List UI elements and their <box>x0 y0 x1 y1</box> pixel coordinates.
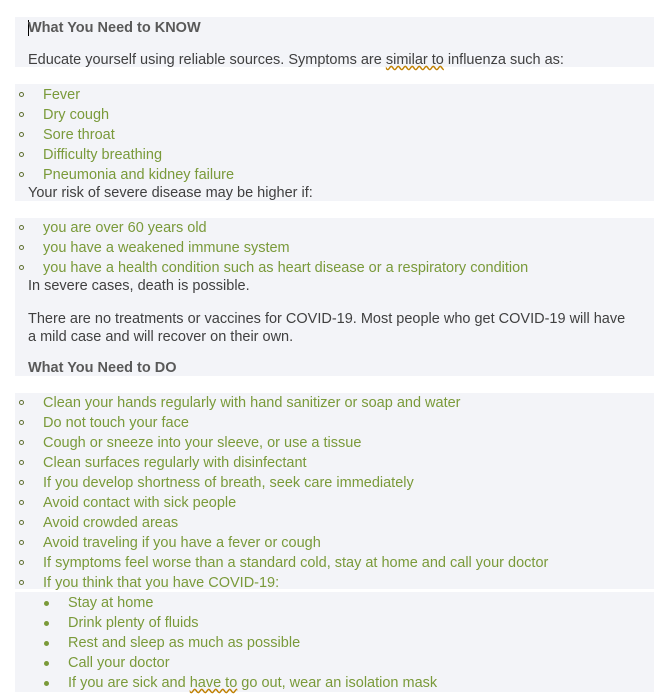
circle-bullet-icon <box>19 225 24 230</box>
intro-paragraph[interactable] <box>28 51 634 69</box>
last-step-text: If you are sick and <box>68 675 190 691</box>
risk-intro[interactable]: Your risk of severe disease may be higher if: <box>28 185 313 201</box>
treatment-paragraph[interactable]: There are no treatments or vaccines for COVID-19. Most people who get COVID-19 will have a mild case and will recover on their own. <box>28 311 626 345</box>
list-item[interactable]: you have a weakened immune system <box>0 238 654 258</box>
circle-bullet-icon <box>19 540 24 545</box>
heading-know[interactable]: What You Need to KNOW <box>28 20 201 36</box>
severe-cases-text[interactable]: In severe cases, death is possible. <box>28 278 250 294</box>
circle-bullet-icon <box>19 132 24 137</box>
list-item[interactable]: Dry cough <box>0 105 654 125</box>
disc-bullet-icon <box>44 641 49 646</box>
list-item[interactable]: Stay at home <box>0 593 654 613</box>
list-item[interactable]: Fever <box>0 85 654 105</box>
list-item[interactable]: Drink plenty of fluids <box>0 613 654 633</box>
intro-text-end: influenza such as: <box>443 52 564 68</box>
list-item[interactable]: Difficulty breathing <box>0 145 654 165</box>
spelling-flag[interactable]: similar to <box>385 52 444 68</box>
circle-bullet-icon <box>19 420 24 425</box>
circle-bullet-icon <box>19 152 24 157</box>
list-item[interactable]: If you develop shortness of breath, seek care immediately <box>0 473 654 493</box>
disc-bullet-icon <box>44 621 49 626</box>
list-item[interactable]: Avoid crowded areas <box>0 513 654 533</box>
list-item[interactable]: Cough or sneeze into your sleeve, or use a tissue <box>0 433 654 453</box>
disc-bullet-icon <box>44 661 49 666</box>
covid-steps-list <box>0 593 654 693</box>
list-item[interactable]: Do not touch your face <box>0 413 654 433</box>
list-item[interactable]: Clean surfaces regularly with disinfectant <box>0 453 654 473</box>
spelling-flag[interactable]: have to <box>189 675 238 691</box>
list-item[interactable]: Sore throat <box>0 125 654 145</box>
circle-bullet-icon <box>19 265 24 270</box>
disc-bullet-icon <box>44 681 49 686</box>
circle-bullet-icon <box>19 245 24 250</box>
list-item[interactable]: Rest and sleep as much as possible <box>0 633 654 653</box>
list-item[interactable]: Pneumonia and kidney failure <box>0 165 654 185</box>
circle-bullet-icon <box>19 480 24 485</box>
circle-bullet-icon <box>19 112 24 117</box>
list-item[interactable] <box>0 673 654 693</box>
list-item[interactable]: Call your doctor <box>0 653 654 673</box>
disc-bullet-icon <box>44 601 49 606</box>
list-item[interactable]: If you think that you have COVID-19: <box>0 573 654 593</box>
list-item[interactable]: Avoid contact with sick people <box>0 493 654 513</box>
circle-bullet-icon <box>19 440 24 445</box>
list-item[interactable]: If symptoms feel worse than a standard cold, stay at home and call your doctor <box>0 553 654 573</box>
list-item[interactable]: Clean your hands regularly with hand sanitizer or soap and water <box>0 393 654 413</box>
circle-bullet-icon <box>19 580 24 585</box>
list-item[interactable]: you are over 60 years old <box>0 218 654 238</box>
list-item[interactable]: Avoid traveling if you have a fever or cough <box>0 533 654 553</box>
circle-bullet-icon <box>19 560 24 565</box>
circle-bullet-icon <box>19 500 24 505</box>
circle-bullet-icon <box>19 520 24 525</box>
circle-bullet-icon <box>19 460 24 465</box>
risk-list <box>0 218 654 278</box>
last-step-text-end: go out, wear an isolation mask <box>237 675 438 691</box>
list-item[interactable]: you have a health condition such as heart disease or a respiratory condition <box>0 258 654 278</box>
heading-do[interactable]: What You Need to DO <box>28 360 177 376</box>
action-list <box>0 393 654 593</box>
circle-bullet-icon <box>19 400 24 405</box>
circle-bullet-icon <box>19 172 24 177</box>
symptom-list <box>0 85 654 185</box>
intro-text: Educate yourself using reliable sources. Symptoms are <box>28 52 386 68</box>
circle-bullet-icon <box>19 92 24 97</box>
